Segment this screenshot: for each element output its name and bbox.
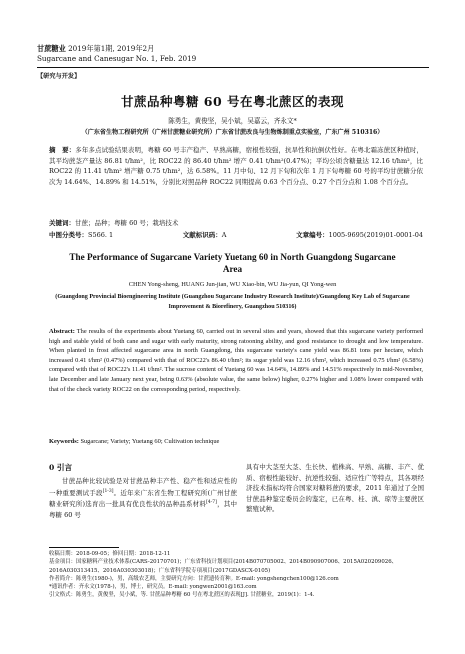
abstract-cn — [49, 145, 423, 187]
citation-2: [4-7] — [206, 500, 217, 506]
intro-left-column — [49, 476, 237, 521]
footnote-funding: 基金项目：国家糖料产业技术体系(CARS-20170701)；广东省科技计划项目(2014B070705002、2014B090907006、2015A020209026、2016A030313415、2016A030303018)；广东省科学院专项项目(2017GDASCX-0105) — [49, 559, 398, 574]
doc-code — [183, 230, 227, 239]
doc-value: A — [221, 231, 227, 239]
journal-name-en: Sugarcane and Canesugar No. 1, Feb. 2019 — [37, 54, 197, 63]
affiliation-cn: （广东省生物工程研究所（广州甘蔗糖业研究所）广东省甘蔗改良与生物炼制重点实验室，广东广州 510316） — [81, 129, 384, 136]
intro-text-3: ，其中粤糖 60 号 — [49, 500, 237, 520]
authors-cn: 陈勇生，黄俊坚，吴小斌，吴嘉云，齐永文* — [168, 117, 297, 125]
section-heading-intro: 0 引言 — [49, 463, 73, 472]
keywords-en — [49, 438, 219, 445]
column-tag: 【研究与开发】 — [37, 73, 81, 80]
journal-header — [37, 44, 196, 64]
footnote-received: 收稿日期：2018-09-05；修回日期：2018-12-11 — [49, 551, 171, 557]
footnote-author: 作者简介：陈勇生(1980-)，男，高级农艺师，主要研究方向：甘蔗遗传育种。E-mail: yongshengchen100@126.com — [49, 575, 339, 582]
citation-1: [1-3] — [102, 488, 114, 494]
issue-cn: 2019年第1期, 2019年2月 — [68, 44, 155, 53]
article-number — [296, 230, 423, 239]
intro-text-2: 。近年来广东省生物工程研究所(广州甘蔗糖业研究所)选育出一批具有优良性状的品种品系材料 — [49, 488, 237, 509]
title-en: The Performance of Sugarcane Variety Yuetang 60 in North Guangdong Sugarcane Area — [69, 252, 396, 274]
intro-text-1: 甘蔗品种比较试验是对甘蔗品种丰产性、稳产性和适应性的一种重要测试手段 — [49, 477, 237, 497]
journal-name-cn: 甘蔗糖业 — [37, 44, 66, 53]
keywords-en-label: Keywords: — [49, 438, 79, 445]
footnotes — [49, 550, 427, 600]
header-rule — [37, 67, 429, 68]
keywords-cn-text: 甘蔗；品种；粤糖 60 号；栽培技术 — [75, 219, 179, 227]
affiliation-en: (Guangdong Provincial Bioengineering Institute (Guangzhou Sugarcane Industry Research Institute)/Guangdong Key Lab of Sugarcane Improvement & Biorefinery, Guangzhou 510316) — [55, 294, 410, 310]
classification-cn — [49, 230, 423, 239]
abstract-cn-label: 摘 要： — [49, 146, 76, 154]
abstract-en-label: Abstract: — [49, 328, 75, 335]
footnote-rule — [49, 547, 119, 548]
abstract-en-text: The results of the experiments about Yuetang 60, carried out in several sites and years, showed that this sugarcane variety performed high and stable yield of both cane and sugar with early maturity, strong ratooning ability, and good resistance to drought and low temperature. When planted in frost affected sugarcane area in north Guangdong, this sugarcane variety's cane yield was 86.81 tons per hectare, which increased 0.41 t/hm² (0.47%) compared with that of ROC22's 86.40 t/hm²; its sugar yield was 12.16 t/hm², which increased 0.75 t/hm² (6.58%) compared with that of ROC22's 11.41 t/hm². The sucrose content of Yuetang 60 was 14.64%, 14.89% and 14.51% respectively in mid-November, late December and late January next year, being 0.63% (absolute value, the same below) higher, 0.27% higher and 1.08% lower compared with that of the check variety ROC22 on the corresponding period, respectively. — [49, 328, 423, 393]
keywords-en-text: Sugarcane; Variety; Yuetang 60; Cultivation technique — [80, 438, 220, 445]
footnote-citation: 引文格式：陈勇生，黄俊坚，吴小斌，等. 甘蔗品种粤糖 60 号在粤北蔗区的表现[J]. 甘蔗糖业，2019(1)：1-4. — [49, 592, 315, 599]
abstract-en — [49, 327, 423, 394]
authors-en: CHEN Yong-sheng, HUANG Jun-jian, WU Xiao-bin, WU Jia-yun, QI Yong-wen — [128, 281, 337, 288]
abstract-cn-text: 多年多点试验结果表明，粤糖 60 号丰产稳产、早熟高糖，宿根性较强，抗旱性和抗倒伏性好。在粤北霜冻蔗区种植时，其平均蔗茎产量达 86.81 t/hm²，比 ROC22 的 86.40 t/hm² 增产 0.41 t/hm²(0.47%)；平均公顷含糖量达 12.16 t/hm²，比 ROC22 的 11.41 t/hm² 增产糖 0.75 t/hm²，达 6.58%。11 月中旬、12 月下旬和次年 1 月下旬粤糖 60 号的平均甘蔗糖分依次为 14.64%、14.89% 和 14.51%，分别比对照品种 ROC22 同期提高 0.63 个百分点、0.27 个百分点和 1.08 个百分点。 — [49, 146, 424, 186]
keywords-cn-label: 关键词： — [49, 219, 75, 227]
article-value: 1005-9695(2019)01-0001-04 — [328, 231, 423, 239]
clc-label: 中图分类号： — [49, 231, 88, 239]
clc-number — [49, 230, 113, 239]
doc-label: 文献标识码： — [182, 231, 222, 239]
intro-right-column: 具有中大茎至大茎、生长快、植株高、早熟、高糖、丰产、优质、宿根性能较好、抗逆性较强、适应性广等特点，其各项经济技术指标均符合国家对糖料蔗的要求，2011 年通过了全国甘蔗品种鉴定委员会的鉴定，已在粤、桂、滇、琼等主要蔗区繁殖试种。 — [246, 463, 424, 514]
keywords-cn — [49, 218, 178, 227]
footnote-corresponding: *通讯作者：齐永文(1978-)，男，博士，研究员。E-mail: yongwen2001@163.com — [49, 584, 257, 591]
title-cn: 甘蔗品种粤糖 60 号在粤北蔗区的表现 — [120, 94, 345, 109]
article-label: 文章编号： — [296, 231, 329, 239]
clc-value: S566. 1 — [88, 231, 114, 239]
